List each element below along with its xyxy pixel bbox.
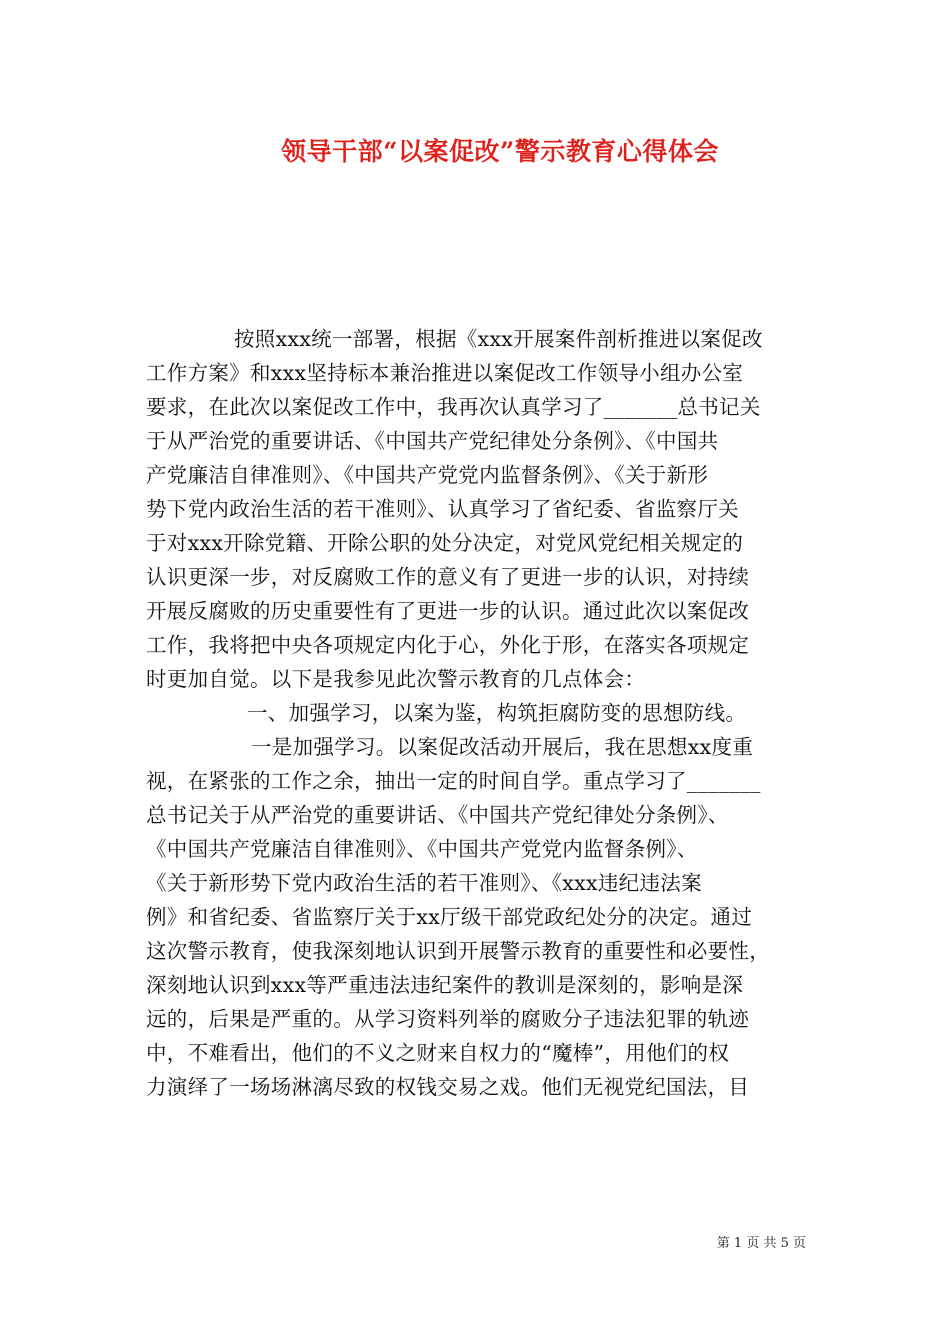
body-line: 要求，在此次以案促改工作中，我再次认真学习了_______总书记关 — [146, 395, 761, 419]
body-line: 深刻地认识到xxx等严重违法违纪案件的教训是深刻的，影响是深 — [146, 973, 744, 997]
body-line: 开展反腐败的历史重要性有了更进一步的认识。通过此次以案促改 — [146, 599, 750, 623]
body-line: 按照xxx统一部署，根据《xxx开展案件剖析推进以案促改 — [234, 327, 763, 351]
body-line: 这次警示教育，使我深刻地认识到开展警示教育的重要性和必要性， — [146, 939, 770, 963]
body-line: 视，在紧张的工作之余，抽出一定的时间自学。重点学习了_______ — [146, 769, 761, 793]
body-line: 中，不难看出，他们的不义之财来自权力的“魔棒”，用他们的权 — [146, 1041, 730, 1065]
document-title: 领导干部“以案促改”警示教育心得体会 — [281, 137, 719, 166]
body-line: 总书记关于从严治党的重要讲话、《中国共产党纪律处分条例》、 — [146, 803, 729, 827]
body-line: 于从严治党的重要讲话、《中国共产党纪律处分条例》、《中国共 — [146, 429, 719, 453]
body-line: 时更加自觉。以下是我参见此次警示教育的几点体会： — [146, 667, 646, 691]
body-line: 《中国共产党廉洁自律准则》、《中国共产党党内监督条例》、 — [146, 837, 698, 861]
body-line: 《关于新形势下党内政治生活的若干准则》、《xxx违纪违法案 — [146, 871, 702, 895]
body-line: 例》和省纪委、省监察厅关于xx厅级干部党政纪处分的决定。通过 — [146, 905, 753, 929]
page-number: 第 1 页 共 5 页 — [716, 1236, 806, 1251]
body-line: 远的，后果是严重的。从学习资料列举的腐败分子违法犯罪的轨迹 — [146, 1007, 750, 1031]
body-line: 产党廉洁自律准则》、《中国共产党党内监督条例》、《关于新形 — [146, 463, 709, 487]
section-heading: 一、加强学习，以案为鉴，构筑拒腐防变的思想防线。 — [247, 701, 747, 725]
body-line: 工作，我将把中央各项规定内化于心，外化于形，在落实各项规定 — [146, 633, 750, 657]
body-line: 力演绎了一场场淋漓尽致的权钱交易之戏。他们无视党纪国法，目 — [146, 1075, 750, 1099]
body-line: 势下党内政治生活的若干准则》、认真学习了省纪委、省监察厅关 — [146, 497, 739, 521]
body-line: 认识更深一步，对反腐败工作的意义有了更进一步的认识，对持续 — [146, 565, 750, 589]
body-line: 于对xxx开除党籍、开除公职的处分决定，对党风党纪相关规定的 — [146, 531, 744, 555]
body-line: 一是加强学习。以案促改活动开展后，我在思想xx度重 — [251, 735, 754, 759]
body-line: 工作方案》和xxx坚持标本兼治推进以案促改工作领导小组办公室 — [146, 361, 744, 385]
